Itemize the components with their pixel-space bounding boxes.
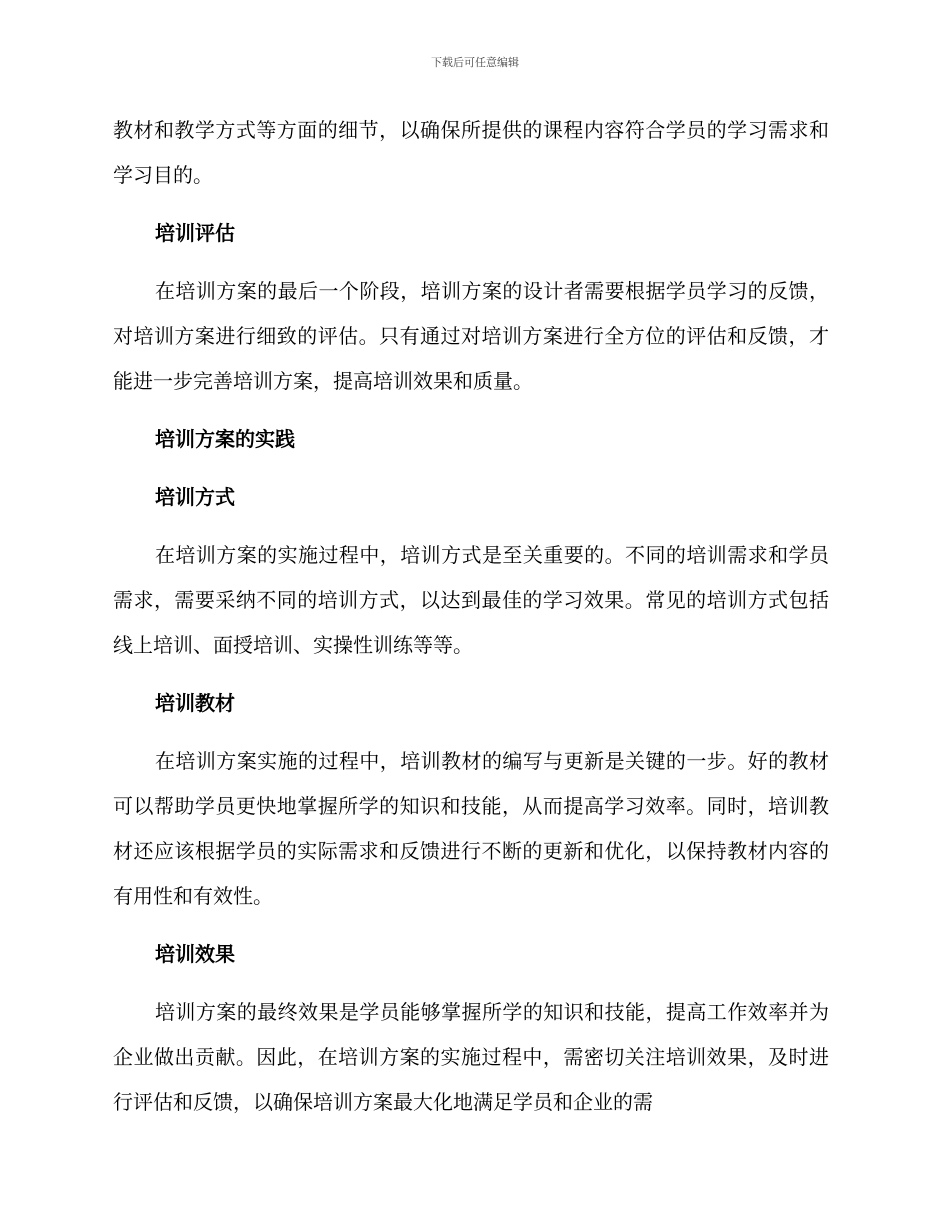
page-header: 下载后可任意编辑 [431,56,519,69]
paragraph-continued: 教材和教学方式等方面的细节，以确保所提供的课程内容符合学员的学习需求和学习目的。 [113,118,829,187]
heading-training-method: 培训方式 [155,485,235,509]
heading-training-evaluation: 培训评估 [155,221,235,245]
paragraph-materials: 在培训方案实施的过程中，培训教材的编写与更新是关键的一步。好的教材可以帮助学员更快地掌握所学的知识和技能，从而提高学习效率。同时，培训教材还应该根据学员的实际需求和反馈进行不断的更新和优化，以保持教材内容的有用性和有效性。 [113,749,829,908]
paragraph-evaluation: 在培训方案的最后一个阶段，培训方案的设计者需要根据学员学习的反馈，对培训方案进行细致的评估。只有通过对培训方案进行全方位的评估和反馈，才能进一步完善培训方案，提高培训效果和质量。 [113,279,829,393]
paragraph-effect: 培训方案的最终效果是学员能够掌握所学的知识和技能，提高工作效率并为企业做出贡献。因此，在培训方案的实施过程中，需密切关注培训效果，及时进行评估和反馈，以确保培训方案最大化地满足学员和企业的需 [113,1000,829,1114]
paragraph-method: 在培训方案的实施过程中，培训方式是至关重要的。不同的培训需求和学员需求，需要采纳不同的培训方式，以达到最佳的学习效果。常见的培训方式包括线上培训、面授培训、实操性训练等等。 [113,543,829,657]
heading-training-effect: 培训效果 [155,942,235,966]
document-body [113,108,829,1138]
heading-training-practice: 培训方案的实践 [155,427,295,451]
heading-training-materials: 培训教材 [155,691,235,715]
